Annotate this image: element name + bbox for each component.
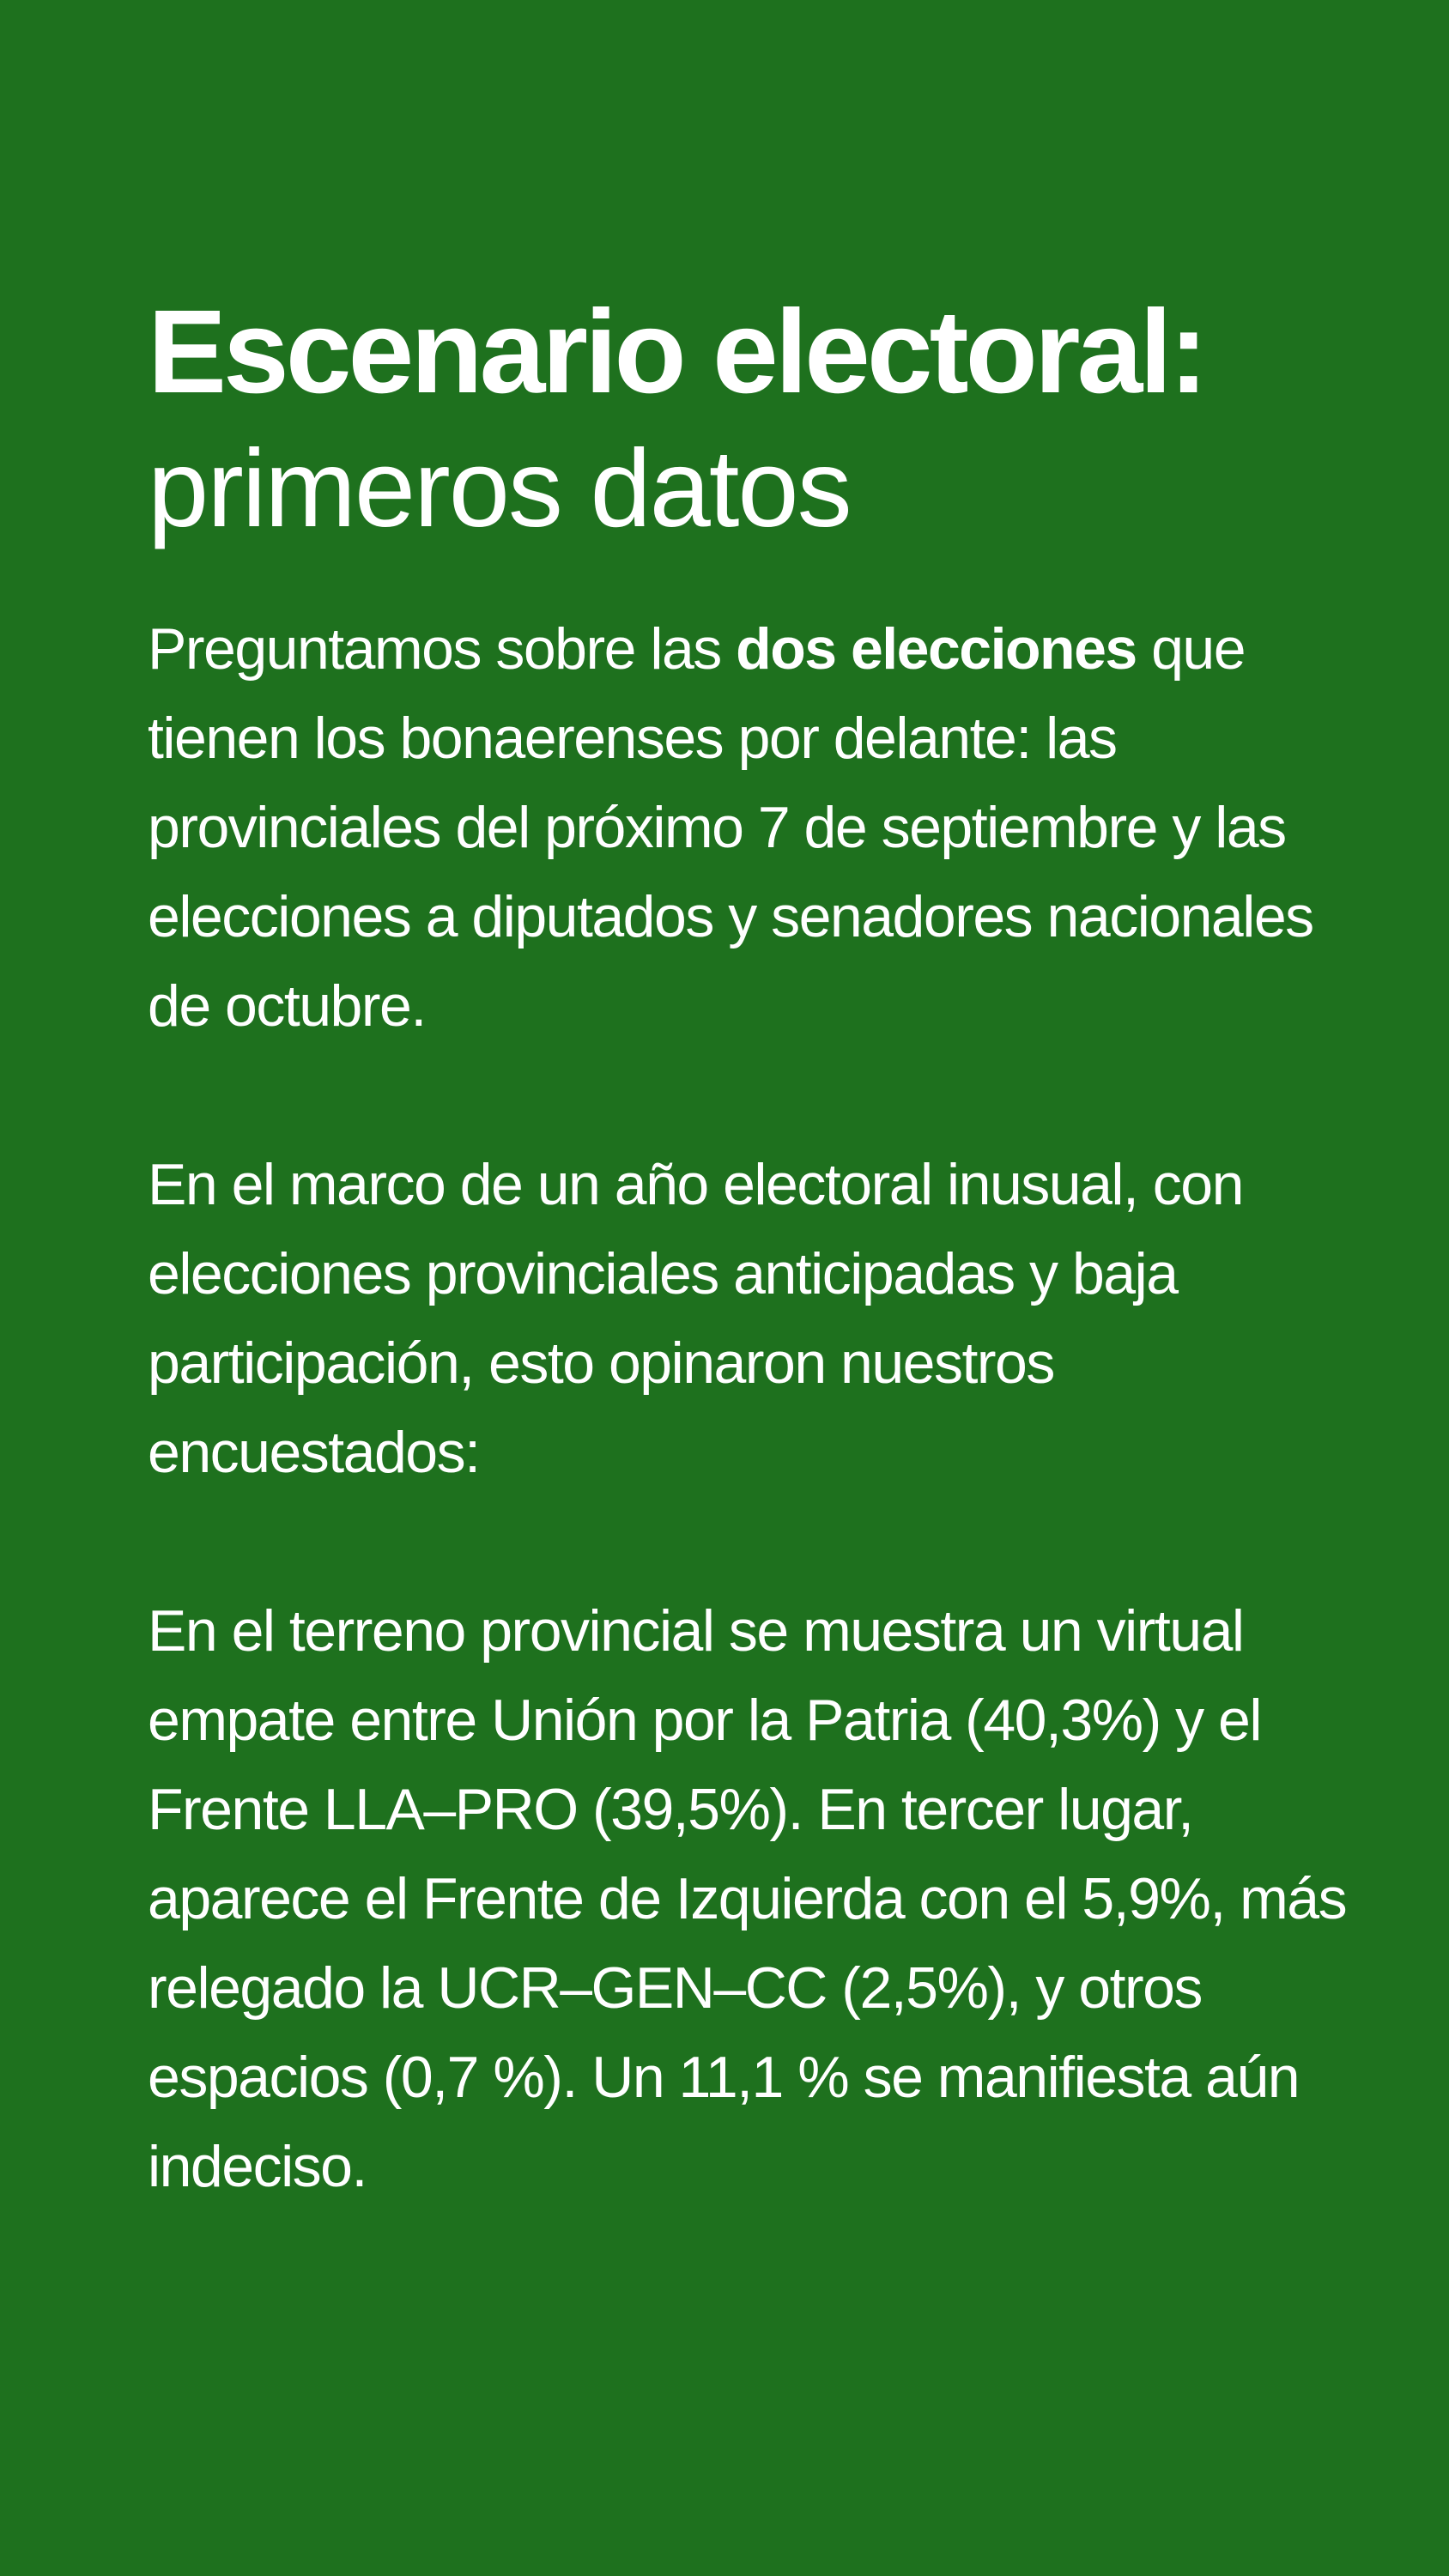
intro-text-end: que tienen los bonaerenses por delante: las provinciales del próximo 7 de septiembre y las elecciones a diputados y senadores nacionales de octubre. [148,616,1313,1039]
intro-paragraph [148,604,1349,1051]
results-paragraph: En el terreno provincial se muestra un virtual empate entre Unión por la Patria (40,3%) y el Frente LLA–PRO (39,5%). En tercer lugar, aparece el Frente de Izquierda con el 5,9%, más relegado la UCR–GEN–CC (2,5%), y otros espacios (0,7 %). Un 11,1 % se manifiesta aún indeciso. [148,1598,1347,2199]
page-title: Escenario electoral: [148,286,1205,418]
page-subtitle: primeros datos [148,427,851,550]
context-paragraph: En el marco de un año electoral inusual, con elecciones provinciales anticipadas y baja participación, esto opinaron nuestros encuestados: [148,1152,1243,1485]
content-card [148,283,1349,2211]
intro-text-highlight: dos elecciones [736,616,1137,682]
intro-text-start: Preguntamos sobre las [148,616,737,682]
